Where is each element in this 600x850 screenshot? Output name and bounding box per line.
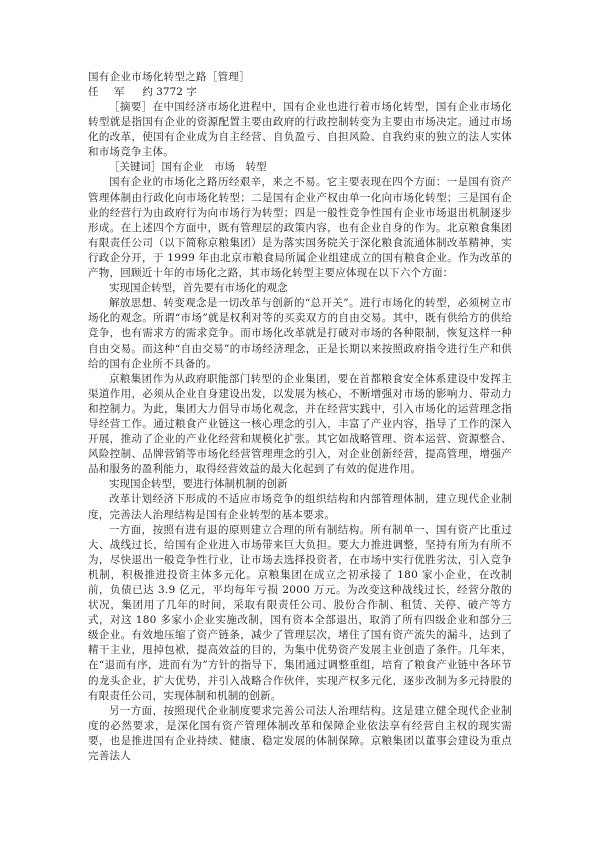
author-name: 任 军 bbox=[88, 86, 131, 98]
section-2-heading: 实现国企转型，要进行体制机制的创新 bbox=[109, 478, 288, 491]
word-count: 约 3772 字 bbox=[142, 86, 197, 98]
section-1-paragraph-1: 解放思想、转变观念是一切改革与创新的“总开关”。进行市场化的转型，必须树立市场化的观念。所谓“市场”就是权利对等的买卖双方的自由交易。其中，既有供给方的供给竞争，也有需求方的需求竞争。而市场化改革就是打破对市场的各种限制，恢复这样一种自由交易。而这种“自由交易”的市场经济理念，正是长期以来按照政府指令进行生产和供给的国有企业所不具备的。 bbox=[88, 297, 512, 370]
keywords-line: ［关键词］国有企业 市场 转型 bbox=[109, 161, 267, 174]
abstract-paragraph: ［摘要］在中国经济市场化进程中，国有企业也进行着市场化转型，国有企业市场化转型就是指国有企业的资源配置主要由政府的行政控制转变为主要由市场决定。通过市场化的改革，使国有企业成为自主经营、自负盈亏、自担风险、自我约束的独立的法人实体和市场竞争主体。 bbox=[88, 101, 512, 159]
intro-paragraph: 国有企业的市场化之路历经艰辛，来之不易。它主要表现在四个方面：一是国有资产管理体制由行政化向市场化转型；二是国有企业产权由单一化向市场化转型；三是国有企业的经营行为由政府行为向市场行为转型；四是一般性竞争性国有企业市场退出机制逐步形成。在上述四个方面中，既有管理层的政策内容，也有企业自身的作为。北京粮食集团有限责任公司（以下简称京粮集团）是为落实国务院关于深化粮食流通体制改革精神，实行政企分开，于 1999 年由北京市粮食局所属企业组建成立的国有粮食企业。作为改革的产物，回顾近十年的市场化之路，其市场化转型主要应体现在以下六个方面： bbox=[88, 176, 512, 280]
section-2-paragraph-1: 改革计划经济下形成的不适应市场竞争的组织结构和内部管理体制，建立现代企业制度，完善法人治理结构是国有企业转型的基本要求。 bbox=[88, 493, 512, 521]
section-2-paragraph-2: 一方面，按照有进有退的原则建立合理的所有制结构。所有制单一、国有资产比重过大、战线过长，给国有企业进入市场带来巨大负担。要大力推进调整，坚持有所为有所不为，尽快退出一般竞争性行业，让市场去选择投资者，在市场中实行优胜劣汰，引入竞争机制，积极推进投资主体多元化。京粮集团在成立之初承接了 180 家小企业，在改制前，负债已达 3.9 亿元，平均每年亏损 2000 万元。为改变这种战线过长，经营分散的状况，集团用了几年的时间，采取有限责任公司、股份合作制、租赁、关停、破产等方式，对这 180 多家小企业实施改制，国有资本全部退出，取消了所有四级企业和部分三级企业。有效地压缩了资产链条，减少了管理层次，堵住了国有资产流失的漏斗，达到了精干主业，甩掉包袱，提高效益的目的，为集中优势资产发展主业创造了条件。几年来，在“退而有序，进而有为”方针的指导下，集团通过调整重组，培育了粮食产业链中各环节的龙头企业，扩大优势，并引入战略合作伙伴，实现产权多元化，逐步改制为多元持股的有限责任公司，实现体制和机制的创新。 bbox=[88, 523, 512, 702]
section-1-heading: 实现国企转型，首先要有市场化的观念 bbox=[109, 282, 288, 295]
section-1-paragraph-2: 京粮集团作为从政府职能部门转型的企业集团，要在首都粮食安全体系建设中发挥主渠道作用，必须从企业自身建设出发，以发展为核心，不断增强对市场的影响力、带动力和控制力。为此，集团大力倡导市场化观念，并在经营实践中，引入市场化的运营理念指导经营工作。通过粮食产业链这一核心理念的引入，丰富了产业内容，指导了工作的深入开展，推动了企业的产业化经营和规模化扩张。其它如战略管理、资本运营、资源整合、风险控制、品牌营销等市场化经营管理理念的引入，对企业创新经营，提高管理，增强产品和服务的盈利能力，取得经营效益的最大化起到了有效的促进作用。 bbox=[88, 372, 512, 476]
byline bbox=[88, 85, 512, 100]
document-page bbox=[88, 70, 512, 764]
article-title: 国有企业市场化转型之路［管理］ bbox=[88, 71, 250, 83]
section-2-paragraph-3: 另一方面，按照现代企业制度要求完善公司法人治理结构。这是建立健全现代企业制度的必然要求，是深化国有资产管理体制改革和保障企业依法享有经营自主权的现实需要，也是推进国有企业持续、健康、稳定发展的体制保障。京粮集团以董事会建设为重点完善法人 bbox=[88, 704, 512, 763]
